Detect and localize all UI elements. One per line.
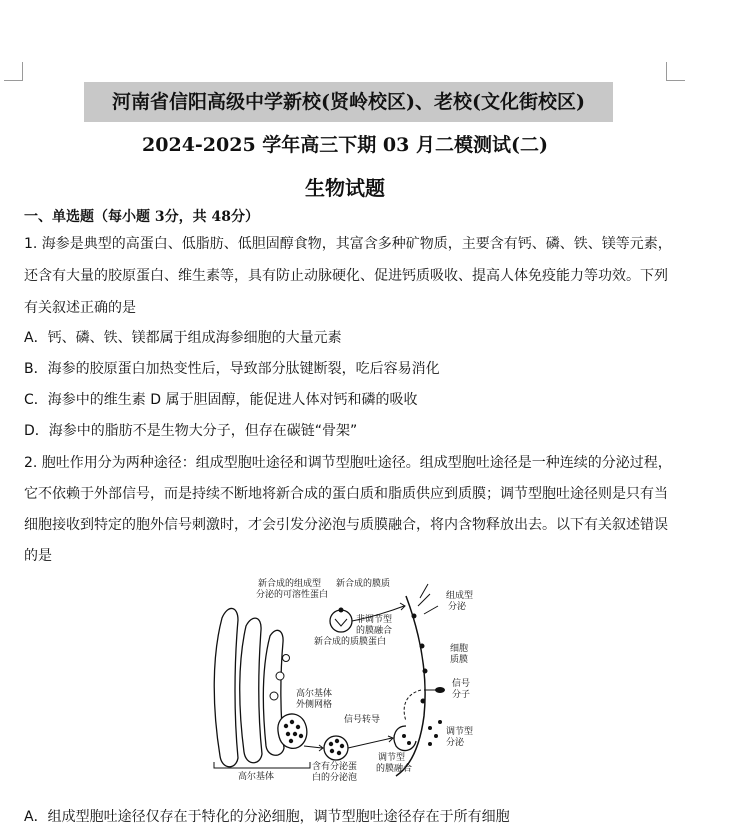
label-signal-transduction: 信号转导	[344, 715, 381, 725]
label-trans-golgi-1: 高尔基体	[296, 689, 333, 699]
label-regulated-secretion-2: 分泌	[446, 738, 465, 748]
q1-option-c: C．海参中的维生素 D 属于胆固醇，能促进人体对钙和磷的吸收	[24, 392, 418, 408]
q2-stem-line-2: 它不依赖于外部信号，而是持续不断地将新合成的蛋白质和脂质供应到质膜；调节型胞吐途径则是只有当	[24, 486, 668, 502]
label-plasma-membrane-1: 细胞	[450, 644, 469, 654]
q1-option-b: B．海参的胶原蛋白加热变性后，导致部分肽键断裂，吃后容易消化	[24, 361, 440, 377]
label-plasma-membrane-2: 质膜	[450, 655, 469, 665]
q1-stem-line-2: 还含有大量的胶原蛋白、维生素等，具有防止动脉硬化、促进钙质吸收、提高人体免疫能力等功效。下列	[24, 268, 668, 284]
q2-option-a: A．组成型胞吐途径仅存在于特化的分泌细胞，调节型胞吐途径存在于所有细胞	[24, 809, 510, 825]
q1-option-a: A．钙、磷、铁、镁都属于组成海参细胞的大量元素	[24, 330, 342, 346]
label-regulated-fusion-2: 的膜融合	[376, 764, 413, 774]
golgi-cisterna	[240, 618, 262, 763]
q2-stem-line-1: 2. 胞吐作用分为两种途径：组成型胞吐途径和调节型胞吐途径。组成型胞吐途径是一种连续的分泌过程，	[24, 455, 672, 471]
label-soluble-protein-2: 分泌的可溶性蛋白	[256, 590, 329, 600]
q1-option-d: D．海参中的脂肪不是生物大分子，但存在碳链“骨架”	[24, 423, 358, 439]
label-signal-molecule-1: 信号	[452, 679, 471, 689]
label-unregulated-fusion-2: 的膜融合	[356, 626, 393, 636]
label-constitutive-2: 分泌	[448, 602, 467, 612]
label-secretory-vesicle-2: 白的分泌泡	[312, 773, 358, 781]
label-signal-molecule-2: 分子	[452, 690, 471, 700]
label-regulated-secretion-1: 调节型	[446, 727, 474, 737]
label-regulated-fusion-1: 调节型	[378, 753, 406, 763]
label-trans-golgi-2: 外侧网格	[296, 700, 333, 710]
constitutive-vesicle	[330, 610, 352, 632]
trans-golgi-network	[278, 714, 307, 748]
exocytosis-diagram	[206, 576, 476, 781]
label-unregulated-fusion-1: 非调节型	[356, 615, 393, 625]
margin-mark-left	[4, 62, 23, 81]
q1-stem-line-1: 1. 海参是典型的高蛋白、低脂肪、低胆固醇食物，其富含多种矿物质，主要含有钙、磷、铁、镁等元素，	[24, 236, 672, 252]
school-title: 河南省信阳高级中学新校(贤岭校区)、老校(文化街校区)	[112, 91, 585, 113]
section-heading: 一、单选题（每小题 3分，共 48分）	[24, 209, 259, 225]
label-new-membrane: 新合成的膜质	[336, 579, 391, 589]
label-new-membrane-protein: 新合成的质膜蛋白	[314, 637, 387, 647]
label-secretory-vesicle-1: 含有分泌蛋	[312, 762, 358, 772]
label-soluble-protein-1: 新合成的组成型	[258, 579, 322, 589]
q2-stem-line-3: 细胞接收到特定的胞外信号刺激时，才会引发分泌泡与质膜融合，将内含物释放出去。以下有关叙述错误	[24, 517, 668, 533]
q2-stem-line-4: 的是	[24, 548, 52, 564]
label-constitutive-1: 组成型	[446, 591, 474, 601]
fusing-vesicle	[394, 726, 416, 751]
golgi-cisterna	[214, 608, 238, 766]
margin-mark-right	[666, 62, 685, 81]
q1-stem-line-3: 有关叙述正确的是	[24, 300, 136, 316]
subject-title: 生物试题	[305, 176, 385, 200]
exam-title: 2024-2025 学年高三下期 03 月二模测试(二)	[142, 134, 548, 156]
label-golgi: 高尔基体	[238, 772, 275, 781]
